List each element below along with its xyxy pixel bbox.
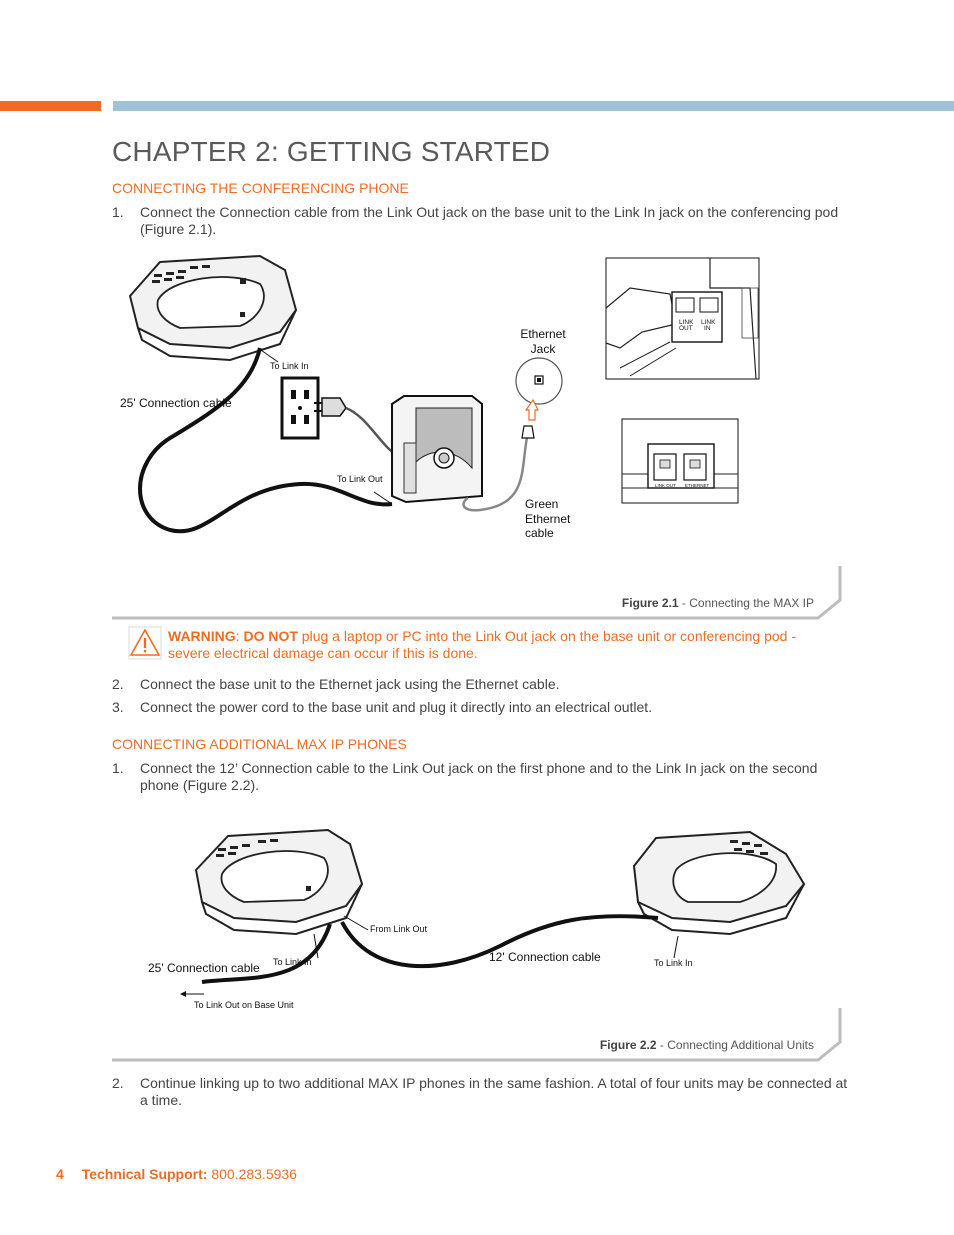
step-text-line2: (Figure 2.1). [140,220,217,237]
figure-2-1 [110,248,842,620]
step-text-line2: a time. [140,1091,183,1108]
arrow-head-icon [180,991,186,997]
figure-2-2 [110,826,842,1062]
label-green-line2: Ethernet [525,511,571,526]
step-text-line1: Connect the Connection cable from the Link Out jack on the base unit to the Link In jack on the conferencing pod [140,204,839,220]
step-2-continue-linking [112,1075,848,1109]
step-number: 2. [112,676,124,692]
chapter-title: CHAPTER 2: GETTING STARTED [112,136,551,167]
port-link-out-label: LINK OUT [655,483,676,488]
step-number: 3. [112,699,124,715]
label-to-link-in-2: To Link In [654,958,693,968]
label-from-link-out: From Link Out [370,924,428,934]
section-heading-additional-phones: CONNECTING ADDITIONAL MAX IP PHONES [112,736,407,752]
leader-line [674,936,678,958]
port-ethernet-label: ETHERNET [685,483,710,488]
step-3-power [112,699,832,716]
figure-2-2-caption [510,1038,814,1052]
label-ethernet-jack-line2: Jack [530,341,556,356]
step-text-line2: phone (Figure 2.2). [140,776,260,793]
label-to-link-in-1: To Link In [273,957,312,967]
label-green-line3: cable [525,526,554,540]
warning-text [168,628,808,662]
label-green-line1: Green [525,497,559,511]
label-connection-cable: 25' Connection cable [148,961,260,975]
ethernet-plug-icon [522,426,534,438]
label-to-link-out: To Link Out [337,474,383,484]
label-connection-cable: 25' Connection cable [120,396,232,410]
section-heading-conferencing-phone: CONNECTING THE CONFERENCING PHONE [112,180,409,196]
step-text-line1: Continue linking up to two additional MAX IP phones in the same fashion. A total of four units may be connected at [140,1075,848,1091]
step-1-connect-additional [112,760,832,794]
header-orange-bar [0,101,101,111]
figure-2-1-caption-bold: Figure 2.1 [621,596,679,610]
figure-frame [112,566,840,618]
header-blue-bar [113,101,954,111]
step-2-ethernet [112,676,832,693]
label-green-ethernet-cable [525,497,570,541]
warning-do-not: DO NOT [243,628,298,644]
step-text-line1: Connect the 12’ Connection cable to the Link Out jack on the first phone and to the Link In jack on the second [140,760,818,776]
conferencing-pod-1-icon [196,830,362,934]
figure-2-1-illustration [110,248,842,620]
figure-frame [112,1008,840,1060]
warning-body: plug a laptop or PC into the Link Out jack on the base unit or conferencing pod - severe electrical damage can occur if this is done. [168,628,796,661]
connection-cable-line [140,348,392,531]
warning-icon [128,626,162,660]
wall-outlet-icon [282,378,318,438]
label-to-link-in: To Link In [270,361,309,371]
inset-link-in-label-1: LINK [701,319,716,326]
step-number: 2. [112,1075,124,1091]
page-number: 4 [56,1166,64,1182]
inset-link-out-label-2: OUT [679,325,693,332]
conferencing-pod-icon [130,256,296,360]
warning-sep: : [235,628,244,644]
inset-port-panel-icon [622,419,738,503]
warning-label: WARNING [168,628,236,644]
step-text: Connect the base unit to the Ethernet jack using the Ethernet cable. [140,676,560,692]
base-unit-icon [392,396,482,502]
figure-2-2-caption-rest: - Connecting Additional Units [656,1038,814,1052]
inset-link-in-label-2: IN [704,325,711,332]
step-text: Connect the power cord to the base unit and plug it directly into an electrical outlet. [140,699,653,715]
figure-2-2-illustration [110,826,842,1062]
inset-link-out-label-1: LINK [679,319,694,326]
step-number: 1. [112,760,124,776]
label-twelve-cable: 12' Connection cable [489,950,601,964]
support-label: Technical Support: [81,1166,208,1182]
leader-line [258,348,278,362]
support-phone: 800.283.5936 [207,1166,297,1182]
conferencing-pod-2-icon [634,832,804,934]
label-ethernet-jack [520,327,566,356]
figure-2-1-caption-rest: - Connecting the MAX IP [678,596,814,610]
step-number: 1. [112,204,124,220]
figure-2-2-caption-bold: Figure 2.2 [599,1038,657,1052]
figure-2-1-caption [510,596,814,610]
label-ethernet-jack-line1: Ethernet [520,327,566,341]
step-1-connect-cable [112,204,839,238]
label-to-link-out-base: To Link Out on Base Unit [194,1000,294,1010]
ethernet-jack-icon [516,358,562,404]
page-footer [56,1166,297,1182]
